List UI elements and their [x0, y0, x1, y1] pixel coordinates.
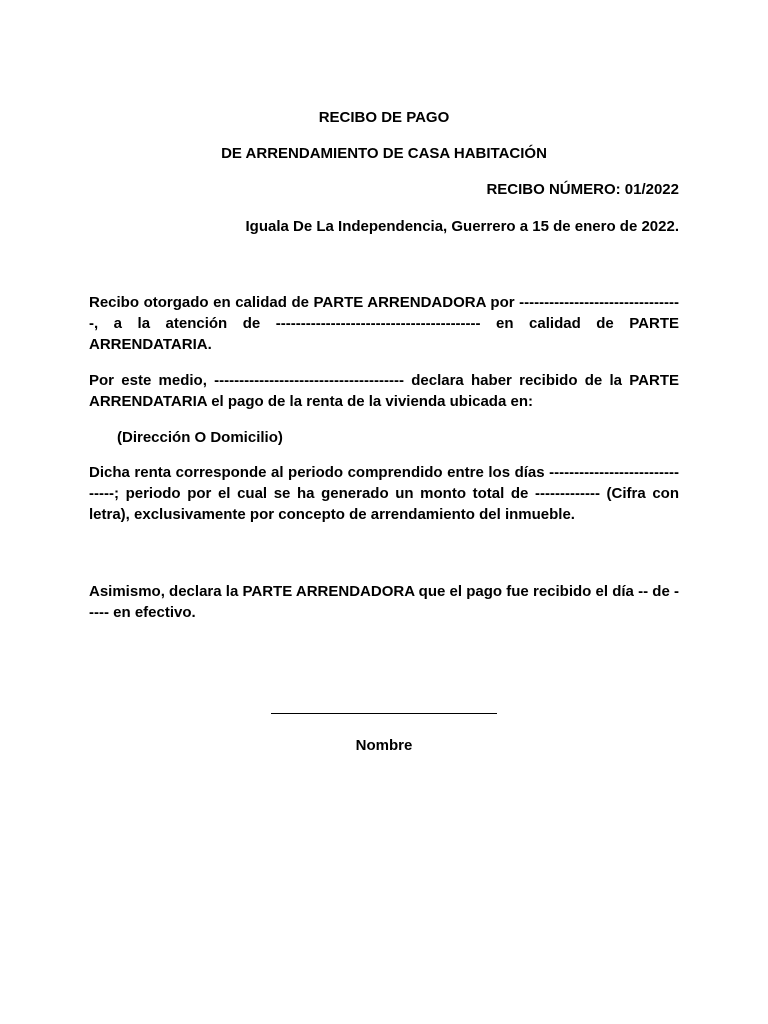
paragraph-period-amount: Dicha renta corresponde al periodo comprendido entre los días -------------------------------; periodo por el cual se ha generado un monto total de ------------- (Cifra con letra), exclusivamente por concepto de arrendamiento del inmueble. — [89, 464, 679, 523]
document-title: RECIBO DE PAGO — [318, 109, 450, 126]
place-date: Iguala De La Independencia, Guerrero a 15 de enero de 2022. — [245, 218, 679, 235]
paragraph-payment-date: Asimismo, declara la PARTE ARRENDADORA que el pago fue recibido el día -- de ----- en efectivo. — [89, 583, 679, 621]
signature-line — [271, 713, 497, 714]
paragraph-parties: Recibo otorgado en calidad de PARTE ARRENDADORA por ---------------------------------, a la atención de ----------------------------------------- en calidad de PARTE ARRENDATARIA. — [89, 294, 679, 353]
receipt-number: RECIBO NÚMERO: 01/2022 — [486, 181, 679, 198]
address-placeholder: (Dirección O Domicilio) — [117, 429, 283, 446]
document-subtitle: DE ARRENDAMIENTO DE CASA HABITACIÓN — [221, 145, 547, 162]
paragraph-payment-received: Por este medio, -------------------------------------- declara haber recibido de la PARTE ARRENDATARIA el pago de la renta de la vivienda ubicada en: — [89, 372, 679, 410]
signature-name: Nombre — [355, 737, 413, 754]
